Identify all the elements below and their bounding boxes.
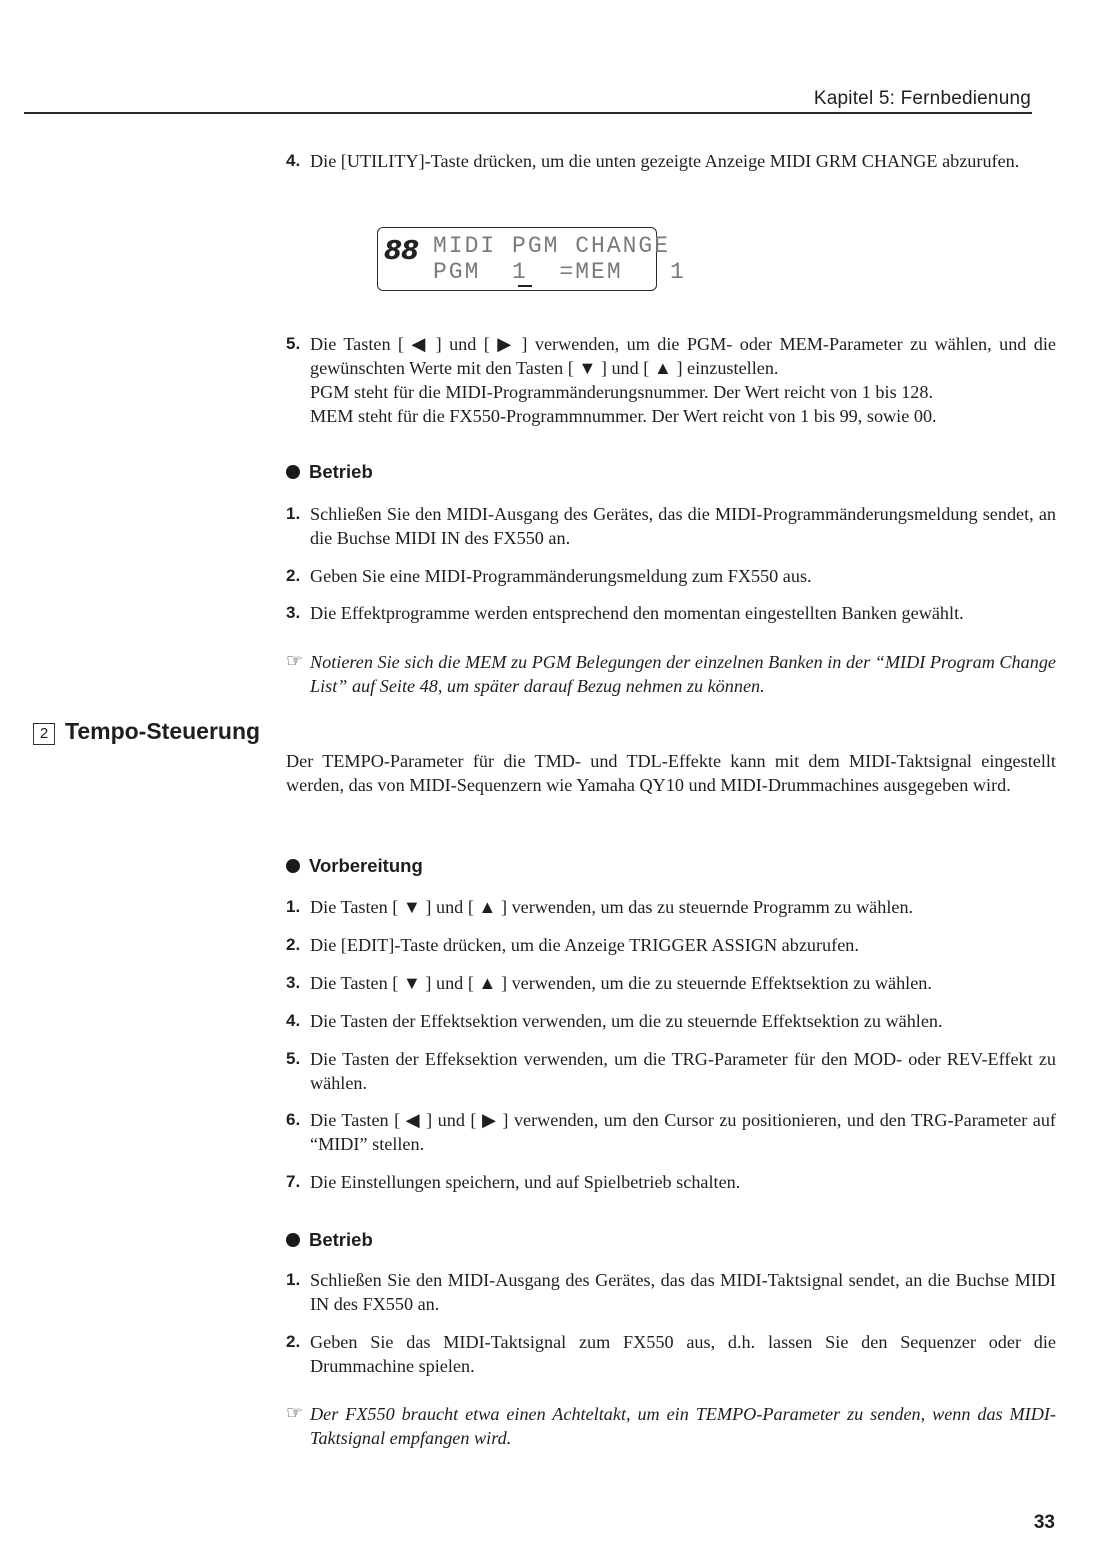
betrieb1-step-3	[286, 601, 1056, 625]
bullet-icon	[286, 859, 300, 873]
step-number: 3.	[286, 973, 301, 992]
lcd-line-2: PGM 1 =MEM 1	[433, 259, 686, 285]
section-title-text: Tempo-Steuerung	[65, 718, 261, 744]
step-number: 7.	[286, 1172, 301, 1191]
step-text: Schließen Sie den MIDI-Ausgang des Gerätes, das die MIDI-Programmänderungsmeldung sendet, an die Buchse MIDI IN des FX550 an.	[310, 504, 1056, 548]
pgm-description: PGM steht für die MIDI-Programmänderungsnummer. Der Wert reicht von 1 bis 128.	[310, 382, 934, 402]
vorbereitung-step-3	[286, 971, 1056, 995]
note-text: Notieren Sie sich die MEM zu PGM Belegungen der einzelnen Banken in der “MIDI Program Change List” auf Seite 48, um später darauf Bezug nehmen zu können.	[310, 652, 1056, 696]
step-4	[286, 149, 1056, 173]
step-text: Die Tasten [ ◀ ] und [ ▶ ] verwenden, um den Cursor zu positionieren, und den TRG-Parameter auf “MIDI” stellen.	[310, 1110, 1056, 1154]
step-number: 2.	[286, 566, 301, 585]
vorbereitung-step-2	[286, 933, 1056, 957]
heading-betrieb-1	[286, 461, 373, 483]
vorbereitung-step-4	[286, 1009, 1056, 1033]
heading-text: Betrieb	[309, 1229, 373, 1250]
note-text: Der FX550 braucht etwa einen Achteltakt, um ein TEMPO-Parameter zu senden, wenn das MIDI-Taktsignal empfangen wird.	[310, 1404, 1056, 1448]
step-text: Die Tasten der Effeksektion verwenden, um die TRG-Parameter für den MOD- oder REV-Effekt zu wählen.	[310, 1049, 1056, 1093]
vorbereitung-step-1	[286, 895, 1056, 919]
lcd-display	[377, 227, 686, 291]
vorbereitung-step-5	[286, 1047, 1056, 1095]
step-5	[286, 332, 1056, 428]
betrieb1-step-2	[286, 564, 1056, 588]
step-number: 6.	[286, 1110, 301, 1129]
vorbereitung-step-6	[286, 1108, 1056, 1156]
lcd-line-1: MIDI PGM CHANGE	[433, 233, 671, 259]
step-text: Die Tasten [ ▼ ] und [ ▲ ] verwenden, um das zu steuernde Programm zu wählen.	[310, 897, 914, 917]
pointing-hand-icon: ☞	[286, 1403, 304, 1424]
betrieb1-step-1	[286, 502, 1056, 550]
step-number: 5.	[286, 334, 301, 353]
mem-description: MEM steht für die FX550-Programmnummer. Der Wert reicht von 1 bis 99, sowie 00.	[310, 406, 937, 426]
bullet-icon	[286, 1233, 300, 1247]
step-number: 1.	[286, 1270, 301, 1289]
section-number: 2	[33, 723, 55, 745]
chapter-header: Kapitel 5: Fernbedienung	[813, 88, 1031, 109]
step-number: 4.	[286, 1011, 301, 1030]
step-text: Die Effektprogramme werden entsprechend den momentan eingestellten Banken gewählt.	[310, 603, 964, 623]
note-program-change-list	[286, 650, 1056, 698]
pointing-hand-icon: ☞	[286, 651, 304, 672]
heading-text: Vorbereitung	[309, 855, 423, 876]
betrieb2-step-2	[286, 1330, 1056, 1378]
step-text: Die [EDIT]-Taste drücken, um die Anzeige TRIGGER ASSIGN abzurufen.	[310, 935, 859, 955]
section-title-tempo	[33, 718, 260, 745]
header-rule	[24, 112, 1032, 114]
step-text: Die Einstellungen speichern, und auf Spielbetrieb schalten.	[310, 1172, 741, 1192]
step-text: Geben Sie das MIDI-Taktsignal zum FX550 aus, d.h. lassen Sie den Sequenzer oder die Drummachine spielen.	[310, 1332, 1056, 1376]
step-number: 2.	[286, 935, 301, 954]
heading-text: Betrieb	[309, 461, 373, 482]
step-number: 5.	[286, 1049, 301, 1068]
step-text: Die Tasten der Effektsektion verwenden, um die zu steuernde Effektsektion zu wählen.	[310, 1011, 943, 1031]
heading-betrieb-2	[286, 1229, 373, 1251]
betrieb2-step-1	[286, 1268, 1056, 1316]
step-number: 4.	[286, 151, 301, 170]
lcd-seven-segment: 88	[384, 236, 419, 266]
step-number: 1.	[286, 504, 301, 523]
page-number: 33	[1033, 1512, 1055, 1533]
step-text: Die Tasten [ ▼ ] und [ ▲ ] verwenden, um die zu steuernde Effektsektion zu wählen.	[310, 973, 932, 993]
section-intro: Der TEMPO-Parameter für die TMD- und TDL-Effekte kann mit dem MIDI-Taktsignal eingestellt werden, das von MIDI-Sequenzern wie Yamaha QY10 und MIDI-Drummachines ausgegeben wird.	[286, 751, 1056, 795]
vorbereitung-step-7	[286, 1170, 1056, 1194]
step-number: 2.	[286, 1332, 301, 1351]
lcd-cursor	[518, 285, 532, 287]
bullet-icon	[286, 465, 300, 479]
step-text: Schließen Sie den MIDI-Ausgang des Gerätes, das das MIDI-Taktsignal sendet, an die Buchse MIDI IN des FX550 an.	[310, 1270, 1056, 1314]
step-number: 3.	[286, 603, 301, 622]
step-text: Die Tasten [ ◀ ] und [ ▶ ] verwenden, um die PGM- oder MEM-Parameter zu wählen, und die gewünschten Werte mit den Tasten [ ▼ ] und [ ▲ ] einzustellen.	[310, 334, 1056, 378]
heading-vorbereitung	[286, 855, 423, 877]
step-number: 1.	[286, 897, 301, 916]
step-text: Geben Sie eine MIDI-Programmänderungsmeldung zum FX550 aus.	[310, 566, 812, 586]
step-text: Die [UTILITY]-Taste drücken, um die unten gezeigte Anzeige MIDI GRM CHANGE abzurufen.	[310, 151, 1020, 171]
note-tempo	[286, 1402, 1056, 1450]
